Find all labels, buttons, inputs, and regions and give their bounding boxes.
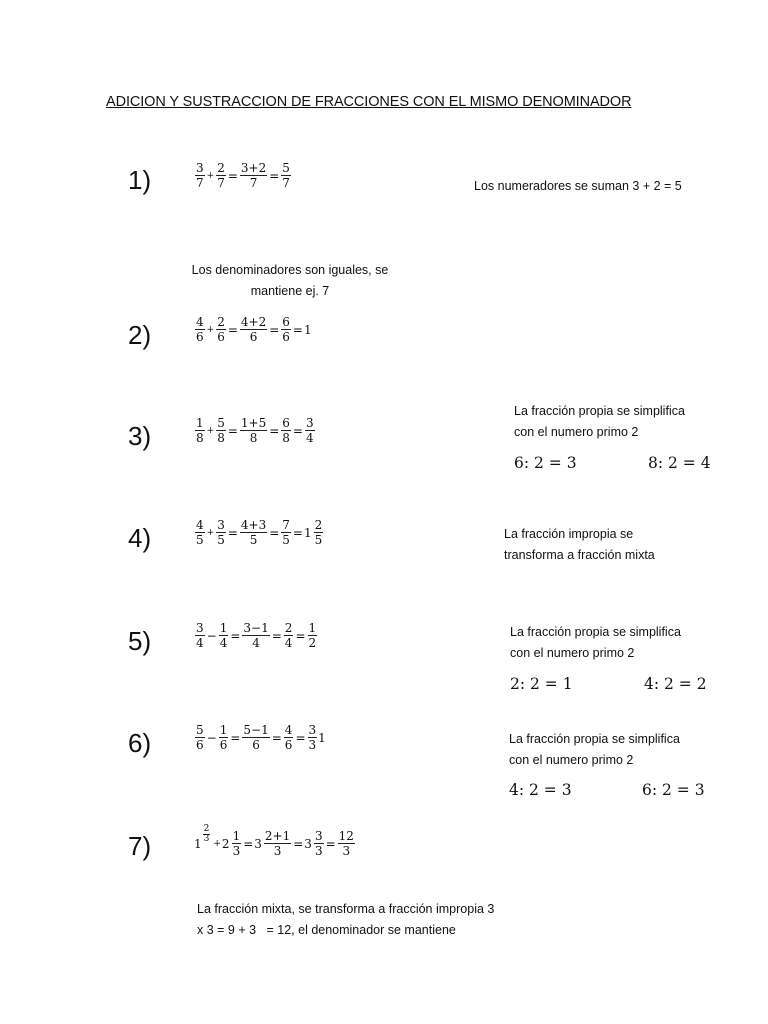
denominator: 5: [196, 533, 204, 547]
fraction: [242, 724, 269, 751]
denominator: 7: [282, 176, 290, 190]
denominator: 4: [284, 636, 293, 650]
fraction: [308, 724, 318, 751]
exercise-number-2: 2): [128, 320, 152, 350]
operator: =: [271, 628, 282, 643]
fraction: [281, 316, 291, 343]
operator: =: [227, 168, 238, 183]
denominator: 8: [196, 431, 204, 445]
equation-7: [194, 824, 356, 858]
denominator: 4: [196, 636, 204, 650]
numerator: 12: [338, 829, 354, 843]
exercise-number-6: 6): [128, 728, 152, 758]
fraction: [216, 417, 226, 444]
numerator: 1: [219, 621, 228, 635]
division-2-by-2: 2: 2 = 1: [510, 675, 573, 693]
operator: =: [269, 322, 280, 337]
whole-number: 1: [194, 836, 202, 851]
fraction: [195, 622, 205, 649]
note-denominators-line2: mantiene ej. 7: [250, 284, 330, 298]
denominator: 6: [196, 330, 204, 344]
fraction: [240, 162, 267, 189]
note-denominators-line1: Los denominadores son iguales, se: [191, 263, 389, 277]
denominator: 3: [232, 844, 241, 858]
numerator: 7: [282, 518, 290, 532]
division-4-by-2-b: 4: 2 = 3: [509, 781, 572, 799]
numerator: 3: [217, 518, 225, 532]
numerator: 3: [314, 829, 323, 843]
fraction: [240, 417, 267, 444]
exercise-number-3: 3): [128, 421, 152, 451]
fraction: [195, 724, 205, 751]
operator: =: [293, 836, 304, 851]
note-simplify-3-line1: La fracción propia se simplifica: [514, 404, 685, 418]
denominator: 6: [219, 738, 228, 752]
denominator: 7: [217, 176, 225, 190]
numerator: 1: [308, 621, 317, 635]
denominator: 3: [342, 844, 351, 858]
numerator: 1: [219, 723, 228, 737]
denominator: 2: [308, 636, 317, 650]
numerator: 6: [282, 416, 290, 430]
fraction: [216, 316, 226, 343]
operator: =: [227, 322, 238, 337]
note-simplify-5-line2: con el numero primo 2: [510, 646, 635, 660]
numerator: 4: [196, 315, 204, 329]
operator: =: [230, 730, 241, 745]
fraction: [281, 417, 291, 444]
fraction: [314, 519, 324, 546]
note-simplify-6-line2: con el numero primo 2: [509, 753, 634, 767]
fraction: [195, 162, 205, 189]
whole-number: 1: [318, 730, 326, 745]
fraction: [219, 622, 229, 649]
fraction: [195, 417, 205, 444]
denominator: 4: [219, 636, 228, 650]
fraction: [281, 162, 291, 189]
note-simplify-6: [509, 729, 680, 771]
denominator: 7: [249, 176, 258, 190]
operator: =: [269, 423, 280, 438]
numerator: 4+3: [240, 518, 267, 532]
operator: =: [227, 423, 238, 438]
exercise-number-1: 1): [128, 165, 152, 195]
denominator: 6: [284, 738, 293, 752]
numerator: 4: [196, 518, 204, 532]
operator: −: [206, 628, 217, 643]
denominator: 3: [273, 844, 282, 858]
equation-2: [194, 316, 313, 343]
operator: +: [206, 527, 215, 538]
denominator: 3: [308, 738, 317, 752]
denominator: 6: [252, 738, 260, 752]
note-mixed-fraction: [197, 899, 494, 941]
fraction: [216, 519, 226, 546]
fraction: [240, 519, 267, 546]
numerator: 3: [308, 723, 317, 737]
fraction: [284, 724, 294, 751]
denominator: 5: [217, 533, 225, 547]
whole-number: 2: [221, 836, 230, 851]
operator: =: [292, 423, 303, 438]
fraction: [284, 622, 294, 649]
superscript-fraction: [203, 825, 211, 844]
operator: =: [295, 628, 306, 643]
denominator: 6: [249, 330, 258, 344]
note-mixed-fraction-line1: La fracción mixta, se transforma a fracción impropia 3: [197, 902, 495, 916]
fraction: [219, 724, 229, 751]
operator: +: [206, 170, 215, 181]
fraction: [240, 316, 267, 343]
whole-number: 1: [303, 322, 312, 337]
operator: +: [213, 838, 221, 849]
denominator: 8: [217, 431, 225, 445]
note-simplify-3-line2: con el numero primo 2: [514, 425, 639, 439]
numerator: 3: [196, 621, 204, 635]
operator: +: [206, 324, 215, 335]
page-title: ADICION Y SUSTRACCION DE FRACCIONES CON EL MISMO DENOMINADOR: [106, 94, 632, 110]
operator: =: [269, 525, 280, 540]
equation-5: [194, 622, 318, 649]
operator: −: [206, 730, 217, 745]
operator: =: [230, 628, 241, 643]
equation-6: [194, 724, 327, 751]
fraction: [264, 830, 291, 857]
numerator: 2: [217, 161, 225, 175]
denominator: 6: [282, 330, 290, 344]
numerator: 1: [196, 416, 204, 430]
numerator: 2: [314, 518, 323, 532]
denominator: 8: [282, 431, 290, 445]
note-simplify-3: [514, 401, 685, 443]
fraction: [216, 162, 226, 189]
note-simplify-5: [510, 622, 681, 664]
denominator: 5: [282, 533, 290, 547]
denominator: 5: [314, 533, 323, 547]
operator: =: [243, 836, 254, 851]
numerator: 2: [217, 315, 225, 329]
division-6-by-2: 6: 2 = 3: [514, 454, 577, 472]
numerator: 3−1: [243, 621, 269, 635]
operator: +: [206, 425, 215, 436]
denominator: 4: [252, 636, 260, 650]
note-mixed-fraction-line2: x 3 = 9 + 3 = 12, el denominador se mantiene: [197, 923, 456, 937]
operator: =: [295, 730, 306, 745]
exercise-number-4: 4): [128, 523, 152, 553]
denominator: 4: [305, 431, 314, 445]
division-8-by-2: 8: 2 = 4: [648, 454, 711, 472]
note-improper-line2: transforma a fracción mixta: [504, 548, 655, 562]
note-improper-line1: La fracción impropia se: [504, 527, 634, 541]
fraction: [305, 417, 315, 444]
numerator: 3+2: [240, 161, 267, 175]
exercise-number-5: 5): [128, 626, 152, 656]
denominator: 5: [249, 533, 258, 547]
denominator: 8: [249, 431, 258, 445]
fraction: [281, 519, 291, 546]
exercise-number-7: 7): [128, 831, 152, 861]
fraction: [195, 519, 205, 546]
numerator: 2: [284, 621, 293, 635]
numerator: 3: [305, 416, 314, 430]
fraction: [314, 830, 324, 857]
division-4-by-2: 4: 2 = 2: [644, 675, 707, 693]
whole-number: 1: [303, 525, 312, 540]
denominator: 7: [196, 176, 204, 190]
division-6-by-2-b: 6: 2 = 3: [642, 781, 705, 799]
denominator: 3: [314, 844, 323, 858]
fraction: [195, 316, 205, 343]
equation-1: [194, 162, 292, 189]
fraction: [232, 830, 242, 857]
operator: =: [269, 168, 280, 183]
fraction: [242, 622, 269, 649]
note-simplify-6-line1: La fracción propia se simplifica: [509, 732, 680, 746]
note-simplify-5-line1: La fracción propia se simplifica: [510, 625, 681, 639]
operator: =: [227, 525, 238, 540]
numerator: 6: [282, 315, 290, 329]
denominator: 6: [217, 330, 225, 344]
denominator: 3: [203, 834, 210, 844]
numerator: 4+2: [240, 315, 267, 329]
whole-number: 3: [254, 836, 262, 851]
numerator: 2+1: [264, 829, 291, 843]
operator: =: [325, 836, 336, 851]
numerator: 5−1: [243, 723, 269, 737]
numerator: 5: [282, 161, 290, 175]
numerator: 3: [196, 161, 204, 175]
whole-number: 3: [304, 836, 312, 851]
note-denominators: [170, 260, 410, 302]
equation-4: [194, 519, 324, 546]
note-numerators: Los numeradores se suman 3 + 2 = 5: [474, 179, 682, 193]
operator: =: [292, 322, 303, 337]
numerator: 5: [217, 416, 225, 430]
equation-3: [194, 417, 316, 444]
note-improper: [504, 524, 655, 566]
numerator: 1: [232, 829, 241, 843]
numerator: 5: [196, 723, 204, 737]
numerator: 2: [203, 824, 210, 834]
numerator: 1+5: [240, 416, 267, 430]
denominator: 6: [196, 738, 204, 752]
fraction: [338, 830, 355, 857]
operator: =: [292, 525, 303, 540]
operator: =: [271, 730, 282, 745]
numerator: 4: [284, 723, 293, 737]
fraction: [308, 622, 318, 649]
